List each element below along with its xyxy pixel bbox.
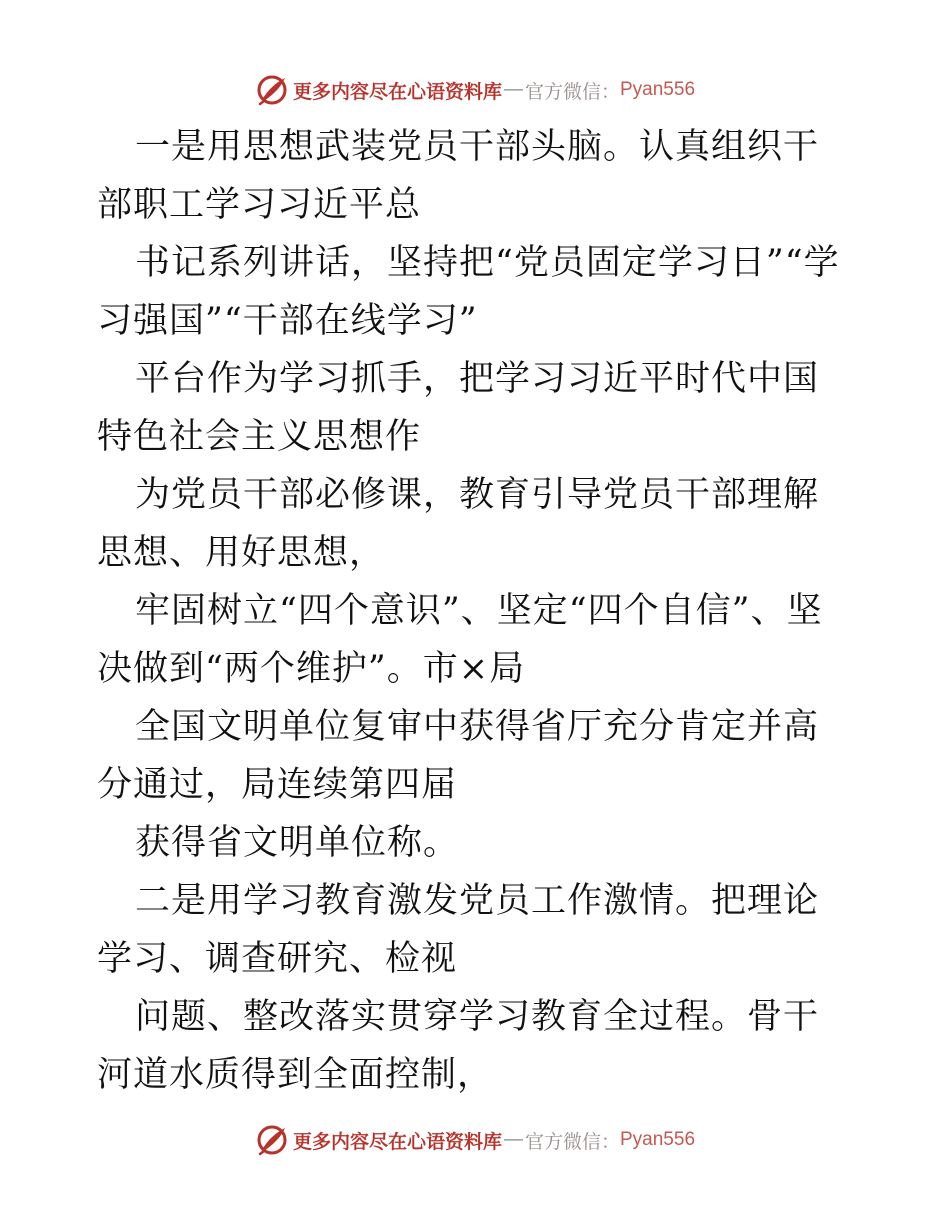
- header-watermark-banner: [0, 70, 950, 110]
- banner-wechat-label: 官方微信：: [524, 1130, 620, 1153]
- quill-pen-logo-icon: [255, 1123, 289, 1157]
- paragraph: 全国文明单位复审中获得省厅充分肯定并高分通过，局连续第四届: [97, 707, 820, 805]
- quill-pen-logo-icon: [255, 73, 289, 107]
- paragraph: 问题、整改落实贯穿学习教育全过程。骨干河道水质得到全面控制，: [97, 997, 820, 1095]
- paragraph: 平台作为学习抓手，把学习习近平时代中国特色社会主义思想作: [97, 359, 820, 457]
- paragraph: 二是用学习教育激发党员工作激情。把理论学习、调查研究、检视: [97, 881, 820, 979]
- document-body: [97, 118, 853, 1104]
- paragraph: 获得省文明单位称。: [135, 823, 460, 863]
- paragraph: 书记系列讲话，坚持把“党员固定学习日”“学习强国”“干部在线学习”: [97, 243, 840, 341]
- paragraph: 牢固树立“四个意识”、坚定“四个自信”、坚决做到“两个维护”。市×局: [97, 591, 823, 689]
- paragraph: 为党员干部必修课，教育引导党员干部理解思想、用好思想，: [97, 475, 820, 573]
- paragraph: 一是用思想武装党员干部头脑。认真组织干部职工学习习近平总: [97, 127, 820, 225]
- banner-title: 更多内容尽在心语资料库: [292, 1130, 502, 1153]
- banner-title: 更多内容尽在心语资料库: [292, 80, 502, 103]
- footer-watermark-banner: [0, 1120, 950, 1160]
- banner-separator: —: [503, 1129, 523, 1150]
- banner-separator: —: [503, 79, 523, 100]
- banner-wechat-id: Pyan556: [620, 79, 696, 100]
- banner-wechat-label: 官方微信：: [524, 80, 620, 103]
- banner-wechat-id: Pyan556: [620, 1129, 696, 1150]
